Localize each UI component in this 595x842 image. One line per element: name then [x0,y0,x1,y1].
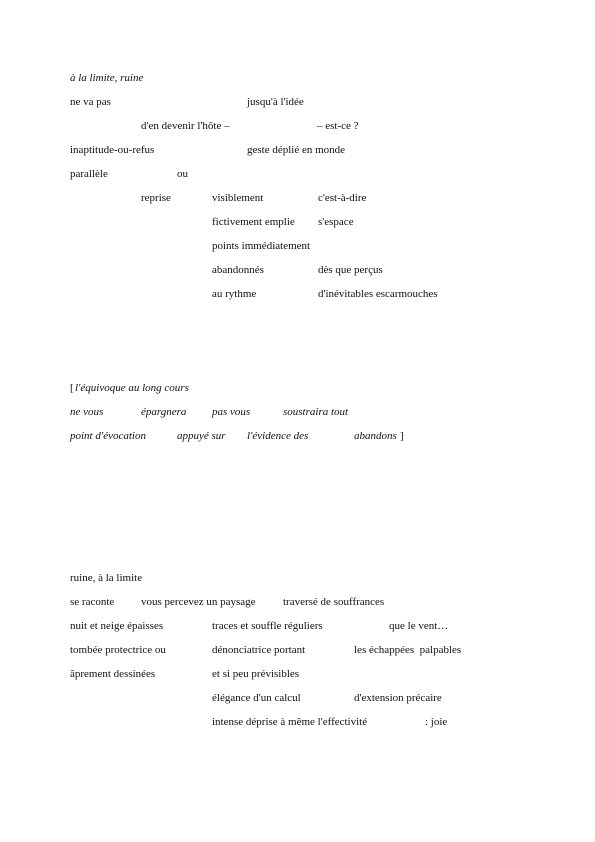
stanza3-line2-b: vous percevez un paysage [141,596,256,608]
stanza3-line3-b: traces et souffle réguliers [212,620,323,632]
stanza2-line3-a: point d'évocation [70,430,146,442]
open-bracket: [ [70,382,74,394]
stanza2-line3-b: appuyé sur [177,430,226,442]
stanza1-line2-a: ne va pas [70,96,111,108]
stanza1-line4-a: inaptitude-ou-refus [70,144,155,156]
stanza1-line9-a: abandonnés [212,264,264,276]
stanza1-line3-b: – est-ce ? [317,120,359,132]
stanza3-line4-c: les échappées palpables [354,644,462,656]
stanza3-line2-a: se raconte [70,596,115,608]
stanza1-line6-c: c'est-à-dire [318,192,367,204]
stanza1-line10-b: d'inévitables escarmouches [318,288,438,300]
stanza3-line3-c: que le vent… [389,620,449,632]
stanza3-line2-c: traversé de souffrances [283,596,385,608]
stanza1-line10-a: au rythme [212,288,257,300]
stanza3-line6-b: d'extension précaire [354,692,442,704]
stanza1-line7-b: s'espace [318,216,354,228]
stanza3-line3-a: nuit et neige épaisses [70,620,164,632]
stanza2-line2-c: pas vous [212,406,251,418]
close-bracket: ] [400,430,404,442]
stanza3-line4-a: tombée protectrice ou [70,644,166,656]
stanza2-line1-a: l'équivoque au long cours [75,382,189,394]
stanza1-line4-b: geste déplié en monde [247,144,346,156]
stanza1-line6-b: visiblement [212,192,264,204]
stanza1-line7-a: fictivement emplie [212,216,295,228]
stanza1-line9-b: dès que perçus [318,264,383,276]
stanza2-line2-a: ne vous [70,406,104,418]
stanza2-line2-b: épargnera [141,406,187,418]
stanza3-line7-b: : joie [425,716,448,728]
stanza1-line8-a: points immédiatement [212,240,311,252]
stanza3-line5-b: et si peu prévisibles [212,668,300,680]
stanza1-line5-b: ou [177,168,188,180]
stanza2-line3-c: l'évidence des [247,430,309,442]
stanza1-line5-a: parallèle [70,168,108,180]
stanza2-line2-d: soustraira tout [283,406,349,418]
stanza1-line2-b: jusqu'à l'idée [247,96,304,108]
stanza2-line3-d: abandons [354,430,397,442]
stanza3-line5-a: âprement dessinées [70,668,156,680]
stanza3-line7-a: intense déprise à même l'effectivité [212,716,368,728]
stanza3-line1-a: ruine, à la limite [70,572,143,584]
stanza1-line1: à la limite, ruine [70,72,144,84]
stanza1-line3-a: d'en devenir l'hôte – [141,120,230,132]
stanza3-line4-b: dénonciatrice portant [212,644,306,656]
stanza3-line6-a: élégance d'un calcul [212,692,301,704]
stanza1-line6-a: reprise [141,192,171,204]
